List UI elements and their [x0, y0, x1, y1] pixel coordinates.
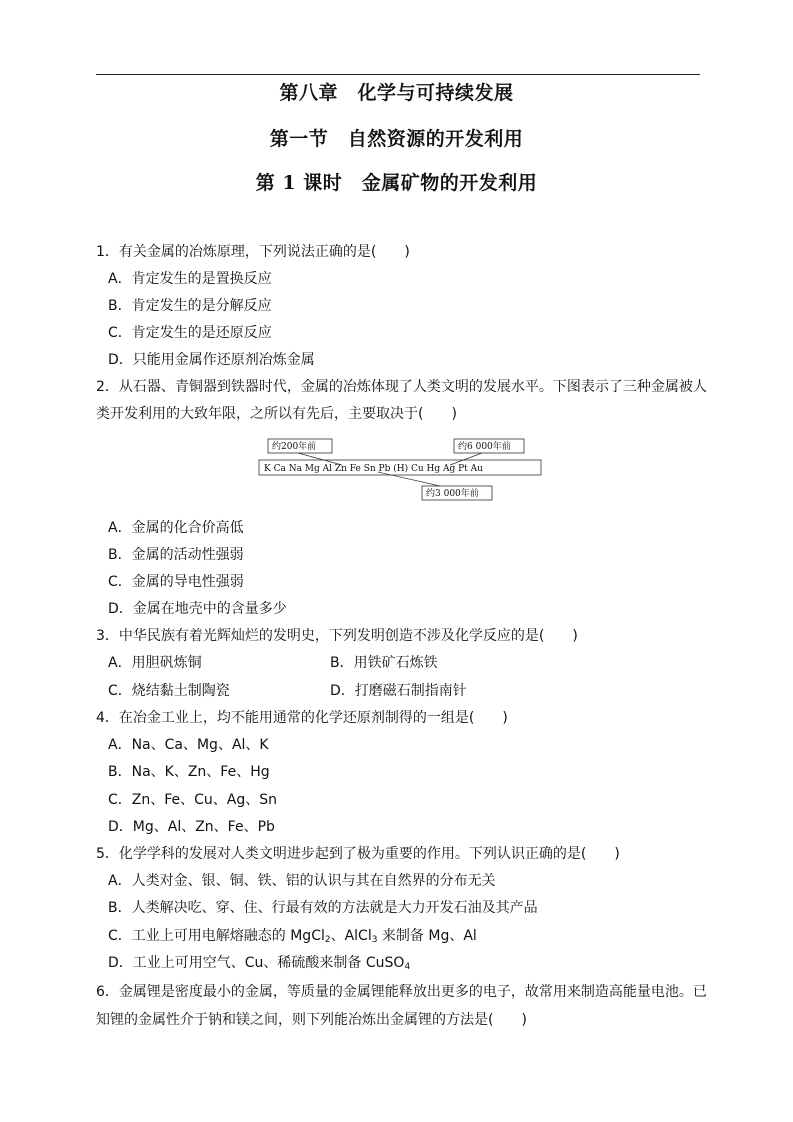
question-5-option-a: A．人类对金、银、铜、铁、铝的认识与其在自然界的分布无关: [108, 873, 496, 889]
question-5-option-d: [108, 953, 410, 977]
option-d-prefix: D．工业上可用空气、Cu、稀硫酸来制备 CuSO: [108, 955, 405, 971]
option-d-sub: 4: [404, 962, 411, 972]
question-6-stem-line1: 6．金属锂是密度最小的金属，等质量的金属锂能释放出更多的电子，故常用来制造高能量电池。已: [96, 984, 707, 1000]
question-4-stem: 4．在冶金工业上，均不能用通常的化学还原剂制得的一组是( ): [96, 710, 508, 726]
question-4-option-c: C．Zn、Fe、Cu、Ag、Sn: [108, 792, 278, 808]
label-3000-years: 约3 000年前: [426, 489, 479, 499]
question-1-option-b: B．肯定发生的是分解反应: [108, 298, 272, 314]
question-5-option-b: B．人类解决吃、穿、住、行最有效的方法就是大力开发石油及其产品: [108, 900, 538, 916]
metal-activity-diagram: [258, 436, 542, 502]
question-3-stem: 3．中华民族有着光辉灿烂的发明史，下列发明创造不涉及化学反应的是( ): [96, 628, 578, 644]
label-200-years: 约200年前: [272, 442, 317, 452]
question-2-option-c: C．金属的导电性强弱: [108, 574, 244, 590]
question-1-stem: 1．有关金属的冶炼原理，下列说法正确的是( ): [96, 244, 410, 260]
question-1-option-d: D．只能用金属作还原剂冶炼金属: [108, 352, 315, 368]
option-c-sub2: 3: [371, 935, 378, 945]
question-2-option-d: D．金属在地壳中的含量多少: [108, 601, 287, 617]
metal-activity-figure: [258, 436, 542, 502]
option-c-sub1: 2: [324, 935, 331, 945]
chapter-title: 第八章 化学与可持续发展: [279, 82, 514, 104]
option-c-prefix: C．工业上可用电解熔融态的 MgCl: [108, 928, 325, 944]
question-3-option-b: B．用铁矿石炼铁: [330, 655, 438, 671]
question-2-stem-line1: 2．从石器、青铜器到铁器时代，金属的冶炼体现了人类文明的发展水平。下图表示了三种金属被人: [96, 379, 707, 395]
section-title: 第一节 自然资源的开发利用: [269, 128, 524, 150]
label-6000-years: 约6 000年前: [458, 442, 511, 452]
question-2-stem-line2: 类开发利用的大致年限，之所以有先后，主要取决于( ): [96, 406, 457, 422]
question-4-option-a: A．Na、Ca、Mg、Al、K: [108, 737, 269, 753]
question-3-option-c: C．烧结黏土制陶瓷: [108, 683, 230, 699]
question-1-option-c: C．肯定发生的是还原反应: [108, 325, 272, 341]
question-4-option-d: D．Mg、Al、Zn、Fe、Pb: [108, 819, 275, 835]
question-5-stem: 5．化学学科的发展对人类文明进步起到了极为重要的作用。下列认识正确的是( ): [96, 846, 620, 862]
question-2-option-b: B．金属的活动性强弱: [108, 547, 244, 563]
lesson-title: 第 1 课时 金属矿物的开发利用: [255, 172, 538, 194]
metal-series-text: K Ca Na Mg Al Zn Fe Sn Pb (H) Cu Hg Ag Pt Au: [264, 464, 483, 474]
question-2-option-a: A．金属的化合价高低: [108, 520, 244, 536]
question-1-option-a: A．肯定发生的是置换反应: [108, 271, 272, 287]
question-4-option-b: B．Na、K、Zn、Fe、Hg: [108, 764, 270, 780]
question-5-option-c: [108, 926, 477, 950]
option-c-suffix: 来制备 Mg、Al: [377, 928, 477, 944]
question-6-stem-line2: 知锂的金属性介于钠和镁之间，则下列能冶炼出金属锂的方法是( ): [96, 1012, 527, 1028]
question-3-option-d: D．打磨磁石制指南针: [330, 683, 467, 699]
option-c-mid: 、AlCl: [330, 928, 372, 944]
question-3-option-a: A．用胆矾炼铜: [108, 655, 202, 671]
header-rule: [96, 74, 700, 75]
